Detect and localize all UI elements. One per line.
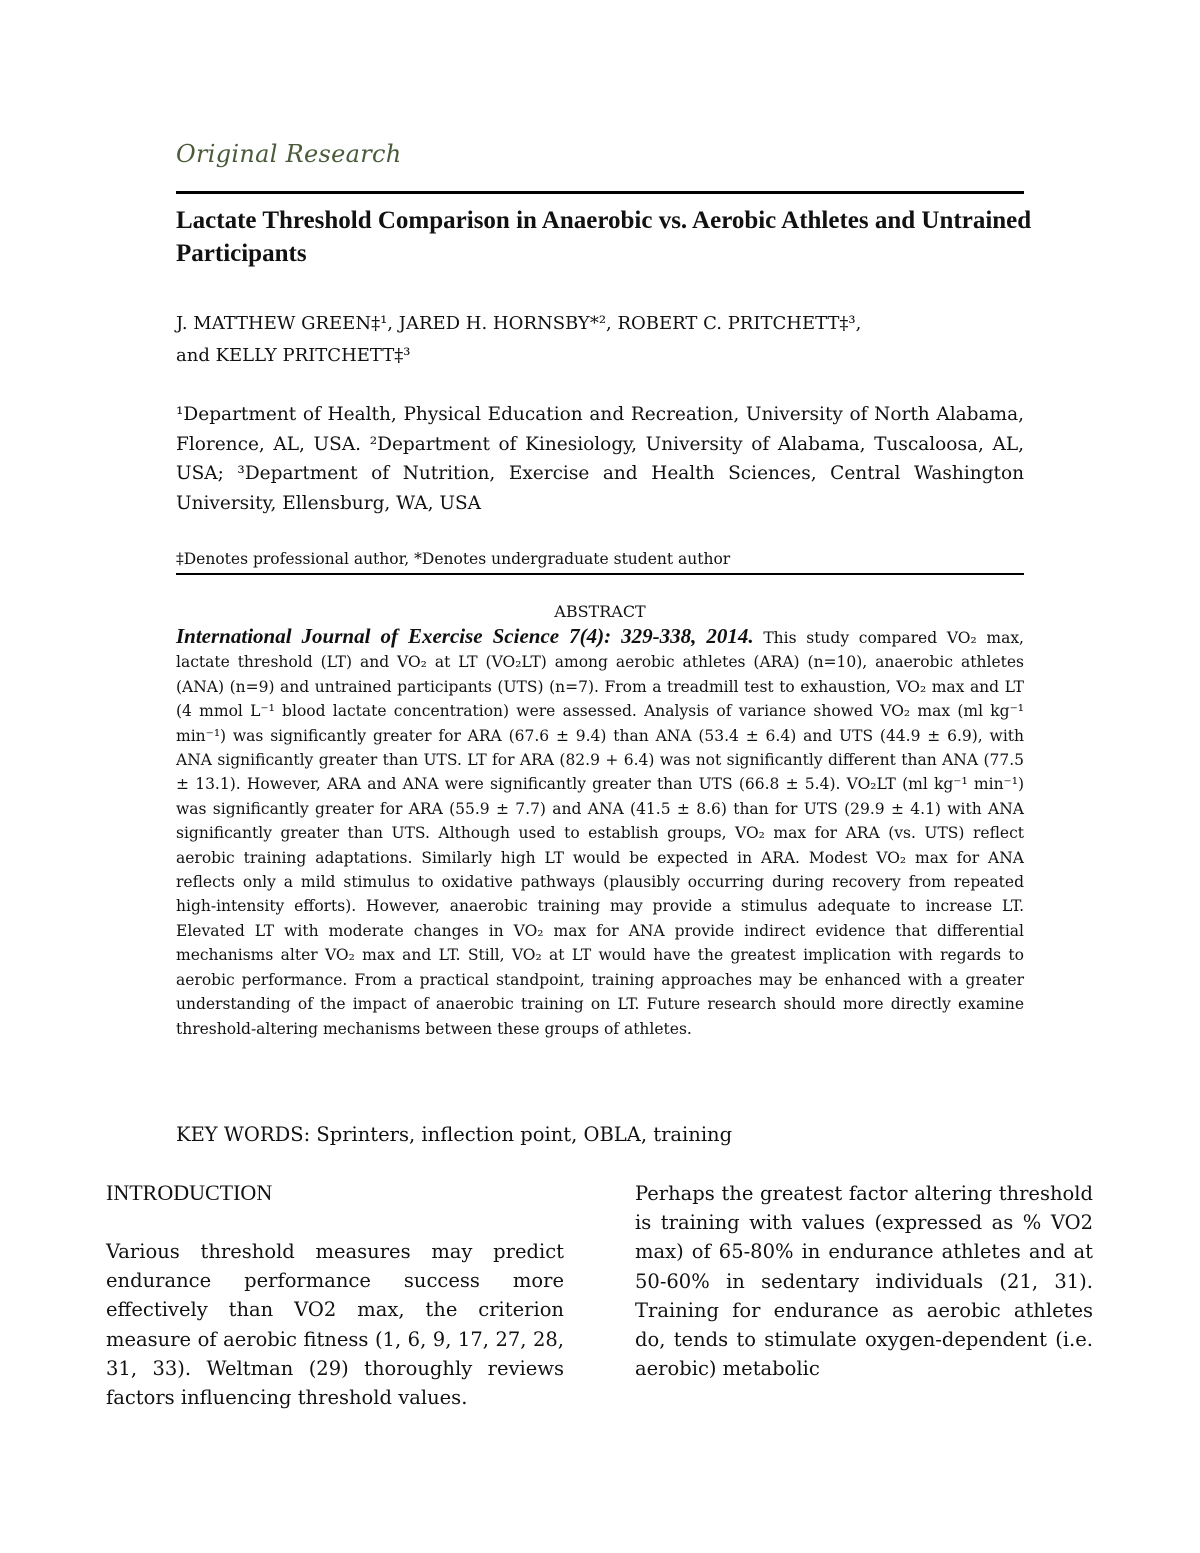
header-divider — [176, 191, 1024, 194]
abstract-text: This study compared VO₂ max, lactate threshold (LT) and VO₂ at LT (VO₂LT) among aerobic athletes (ARA) (n=10), anaerobic athletes (ANA) (n=9) and untrained participants (UTS) (n=7). From a treadmill test to exhaustion, VO₂ max and LT (4 mmol L⁻¹ blood lactate concentration) were assessed. Analysis of variance showed VO₂ max (ml kg⁻¹ min⁻¹) was significantly greater for ARA (67.6 ± 9.4) than ANA (53.4 ± 6.4) and UTS (44.9 ± 6.9), with ANA significantly greater than UTS. LT for ARA (82.9 + 6.4) was not significantly different than ANA (77.5 ± 13.1). However, ARA and ANA were significantly greater than UTS (66.8 ± 5.4). VO₂LT (ml kg⁻¹ min⁻¹) was significantly greater for ARA (55.9 ± 7.7) and ANA (41.5 ± 8.6) than for UTS (29.9 ± 4.1) with ANA significantly greater than UTS. Although used to establish groups, VO₂ max for ARA (vs. UTS) reflect aerobic training adaptations. Similarly high LT would be expected in ARA. Modest VO₂ max for ANA reflects only a mild stimulus to oxidative pathways (plausibly occurring during recovery from repeated high-intensity efforts). However, anaerobic training may provide a stimulus adequate to increase LT. Elevated LT with moderate changes in VO₂ max for ANA provide indirect evidence that differential mechanisms alter VO₂ max and LT. Still, VO₂ at LT would have the greatest implication with regards to aerobic performance. From a practical standpoint, training approaches may be enhanced with a greater understanding of the impact of anaerobic training on LT. Future research should more directly examine threshold-altering mechanisms between these groups of athletes. — [176, 629, 1024, 1038]
journal-citation: International Journal of Exercise Science 7(4): 329-338, 2014. — [176, 624, 754, 648]
author-notes: ‡Denotes professional author, *Denotes undergraduate student author — [176, 550, 731, 568]
abstract-divider — [176, 573, 1024, 575]
introduction-paragraph-left: Various threshold measures may predict endurance performance success more effectively than VO2 max, the criterion measure of aerobic fitness (1, 6, 9, 17, 27, 28, 31, 33). Weltman (29) thoroughly reviews factors influencing threshold values. — [106, 1240, 564, 1410]
authors-line-1: J. MATTHEW GREEN‡¹, JARED H. HORNSBY*², ROBERT C. PRITCHETT‡³, — [176, 313, 862, 334]
paper-title: Lactate Threshold Comparison in Anaerobic vs. Aerobic Athletes and Untrained Participants — [176, 207, 1032, 267]
author-affiliations: ¹Department of Health, Physical Education and Recreation, University of North Alabama, Florence, AL, USA. ²Department of Kinesiology, University of Alabama, Tuscaloosa, AL, USA; ³Department of Nutrition, Exercise and Health Sciences, Central Washington University, Ellensburg, WA, USA — [176, 404, 1024, 514]
abstract-heading: ABSTRACT — [554, 602, 646, 621]
introduction-paragraph-right: Perhaps the greatest factor altering threshold is training with values (expressed as % VO2 max) of 65-80% in endurance athletes and at 50-60% in sedentary individuals (21, 31). Training for endurance as aerobic athletes do, tends to stimulate oxygen-dependent (i.e. aerobic) metabolic — [635, 1182, 1093, 1381]
article-category: Original Research — [176, 140, 402, 168]
section-heading-introduction: INTRODUCTION — [106, 1180, 273, 1205]
authors-line-2: and KELLY PRITCHETT‡³ — [176, 345, 411, 366]
right-column — [635, 1178, 1093, 1383]
left-column — [106, 1178, 564, 1412]
abstract-body — [176, 624, 1024, 1041]
author-list — [176, 308, 1036, 372]
keywords: KEY WORDS: Sprinters, inflection point, OBLA, training — [176, 1123, 733, 1146]
